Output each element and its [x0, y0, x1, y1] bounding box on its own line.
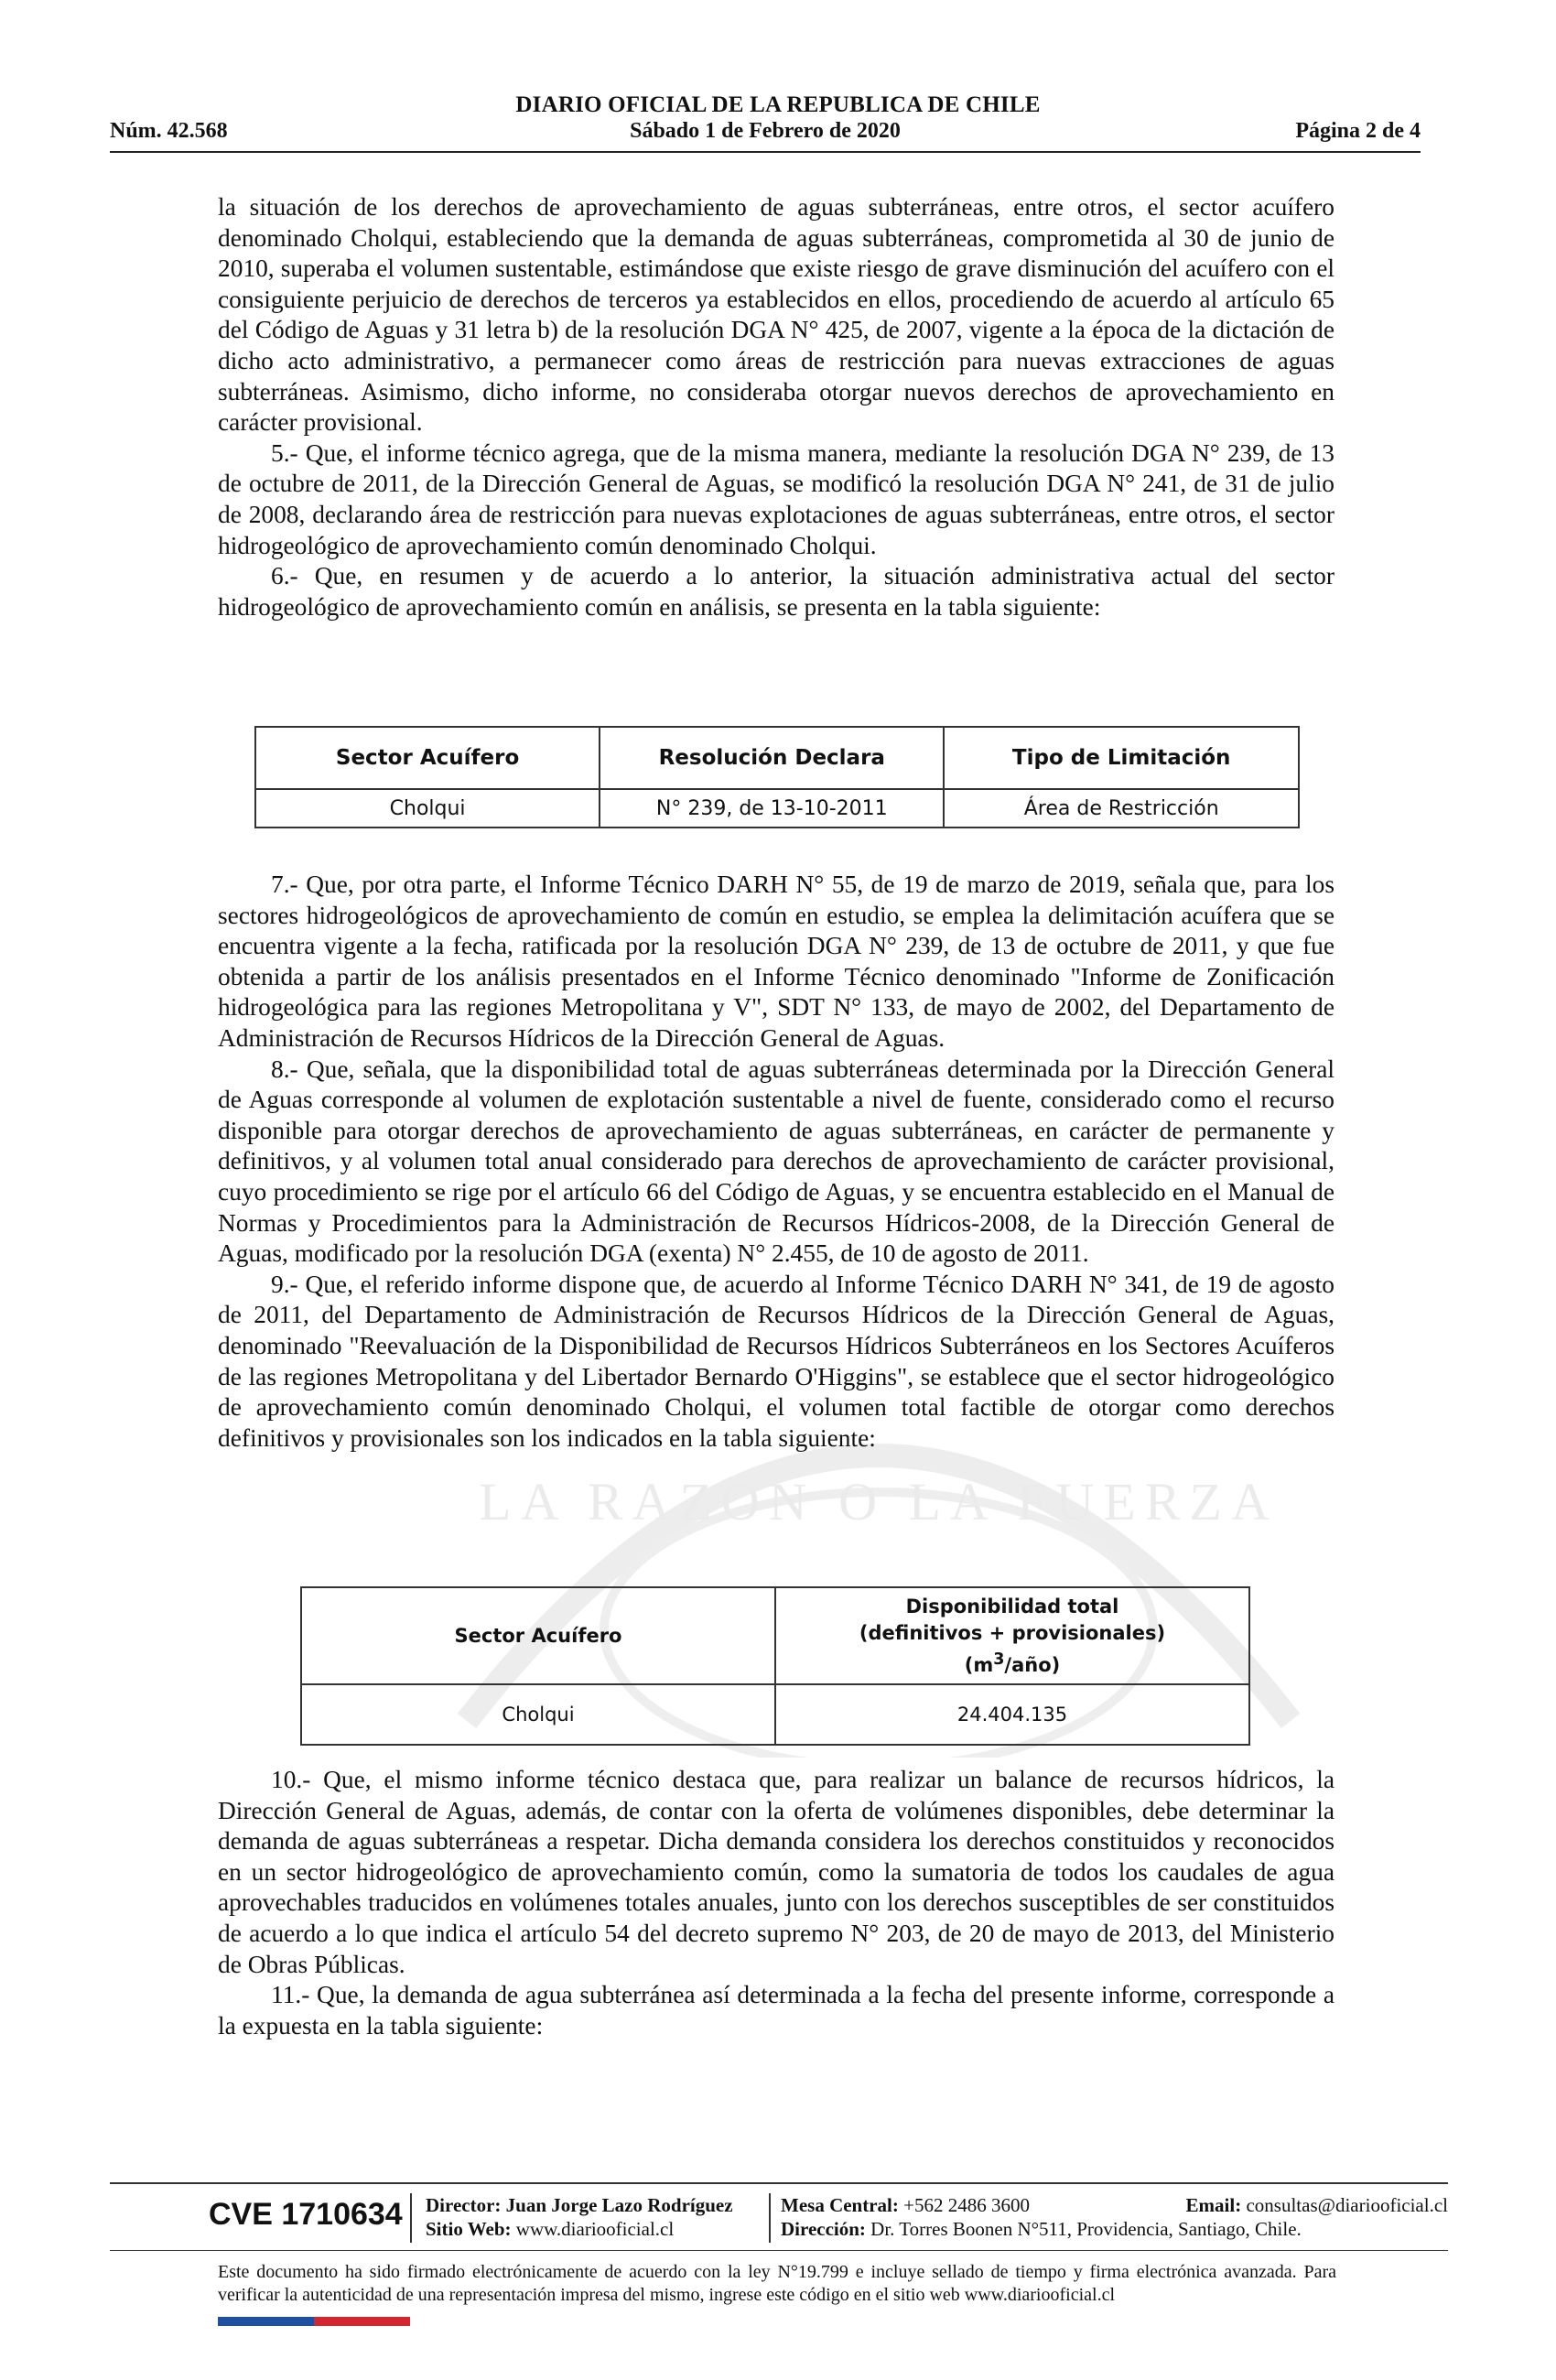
paragraph-8: 8.- Que, señala, que la disponibilidad total de aguas subterráneas determinada por la Dirección General de Aguas corresponde al volumen de explotación sustentable a nivel de fuente, considerado como el recurso disponible para otorgar derechos de aprovechamiento de aguas subterráneas, en carácter de permanente y definitivos, y al volumen total anual considerado para derechos de aprovechamiento de carácter provisional, cuyo procedimiento se rige por el artículo 66 del Código de Aguas, y se encuentra establecido en el Manual de Normas y Procedimientos para la Administración de Recursos Hídricos-2008, de la Dirección General de Aguas, modificado por la resolución DGA (exenta) N° 2.455, de 10 de agosto de 2011. — [218, 1055, 1334, 1268]
phone-number: +562 2486 3600 — [903, 2194, 1030, 2216]
address: Dr. Torres Boonen N°511, Providencia, Santiago, Chile. — [870, 2218, 1302, 2240]
site-label: Sitio Web: — [426, 2218, 512, 2240]
footer-divider — [110, 2182, 1448, 2184]
footer-separator — [410, 2193, 412, 2243]
unit-exponent: 3 — [993, 1650, 1005, 1669]
email-link[interactable]: consultas@diariooficial.cl — [1246, 2194, 1448, 2216]
unit-prefix: (m — [964, 1653, 994, 1676]
flag-red-segment — [314, 2317, 410, 2326]
table-header-cell — [775, 1587, 1249, 1684]
table-row — [255, 789, 1299, 828]
table-header-cell: Sector Acuífero — [255, 727, 600, 789]
cve-code: CVE 1710634 — [209, 2197, 403, 2232]
flag-blue-segment — [218, 2317, 314, 2326]
paragraph-11: 11.- Que, la demanda de agua subterránea así determinada a la fecha del presente informe, corresponde a la expuesta en la tabla siguiente: — [218, 1981, 1334, 2039]
table-header-cell: Resolución Declara — [600, 727, 944, 789]
unit-suffix: /año) — [1004, 1653, 1061, 1676]
watermark-motto: LA RAZON O LA FUERZA — [479, 1472, 1279, 1531]
footer-separator — [769, 2193, 771, 2243]
table-header-cell: Sector Acuífero — [301, 1587, 775, 1684]
issue-number: Núm. 42.568 — [110, 119, 228, 143]
address-label: Dirección: — [781, 2218, 866, 2240]
site-link[interactable]: www.diariooficial.cl — [515, 2218, 675, 2240]
director-name: Juan Jorge Lazo Rodríguez — [505, 2194, 733, 2216]
availability-table — [300, 1586, 1250, 1746]
phone-label: Mesa Central: — [781, 2194, 899, 2216]
restriction-table — [254, 726, 1300, 828]
issue-date: Sábado 1 de Febrero de 2020 — [630, 119, 901, 143]
page-indicator: Página 2 de 4 — [1295, 119, 1421, 143]
table-cell: Cholqui — [301, 1684, 775, 1745]
paragraph-9: 9.- Que, el referido informe dispone que, de acuerdo al Informe Técnico DARH N° 341, de 19 de agosto de 2011, del Departamento de Administración de Recursos Hídricos de la Dirección General de Aguas, denominado "Reevaluación de la Disponibilidad de Recursos Hídricos Subterráneos en los Sectores Acuíferos de las regiones Metropolitana y del Libertador Bernardo O'Higgins", se establece que el sector hidrogeológico de aprovechamiento común denominado Cholqui, el volumen total factible de otorgar como derechos definitivos y provisionales son los indicados en la tabla siguiente: — [218, 1270, 1334, 1452]
paragraph-7: 7.- Que, por otra parte, el Informe Técnico DARH N° 55, de 19 de marzo de 2019, señala que, para los sectores hidrogeológicos de aprovechamiento de común en estudio, se emplea la delimitación acuífera que se encuentra vigente a la fecha, ratificada por la resolución DGA N° 239, de 13 de octubre de 2011, y que fue obtenida a partir de los análisis presentados en el Informe Técnico denominado "Informe de Zonificación hidrogeológica para las regiones Metropolitana y V", SDT N° 133, de mayo de 2002, del Departamento de Administración de Recursos Hídricos de la Dirección General de Aguas. — [218, 871, 1334, 1052]
email-label: Email: — [1185, 2194, 1242, 2216]
header-divider — [110, 151, 1421, 153]
table-header-row — [301, 1587, 1249, 1684]
paragraph-10: 10.- Que, el mismo informe técnico destaca que, para realizar un balance de recursos hídricos, la Dirección General de Aguas, además, de contar con la oferta de volúmenes disponibles, debe determinar la demanda de aguas subterráneas a respetar. Dicha demanda considera los derechos constituidos y reconocidos en un sector hidrogeológico de aprovechamiento común, como la sumatoria de todos los caudales de agua aprovechables traducidos en volúmenes totales anuales, junto con los derechos susceptibles de ser constituidos de acuerdo a lo que indica el artículo 54 del decreto supremo N° 203, de 20 de mayo de 2013, del Ministerio de Obras Públicas. — [218, 1766, 1334, 1978]
paragraph-6: 6.- Que, en resumen y de acuerdo a lo anterior, la situación administrativa actual del sector hidrogeológico de aprovechamiento común en análisis, se presenta en la tabla siguiente: — [218, 562, 1334, 621]
footer-divider — [110, 2250, 1448, 2251]
table-header-row — [255, 727, 1299, 789]
body-block-top — [218, 192, 1334, 622]
footer — [110, 2191, 1448, 2245]
legal-notice: Este documento ha sido firmado electrónicamente de acuerdo con la ley N°19.799 e incluye sellado de tiempo y firma electrónica avanzada. Para verificar la autenticidad de una representación impresa del mismo, ingrese este código en el sitio web www.diariooficial.cl — [218, 2262, 1336, 2305]
paragraph-5: 5.- Que, el informe técnico agrega, que de la misma manera, mediante la resolución DGA N° 239, de 13 de octubre de 2011, de la Dirección General de Aguas, se modificó la resolución DGA N° 241, de 31 de julio de 2008, declarando área de restricción para nuevas explotaciones de aguas subterráneas, entre otros, el sector hidrogeológico de aprovechamiento común denominado Cholqui. — [218, 438, 1334, 559]
table-cell: Área de Restricción — [944, 789, 1299, 828]
table-header-cell: Tipo de Limitación — [944, 727, 1299, 789]
publication-title: DIARIO OFICIAL DE LA REPUBLICA DE CHILE — [515, 92, 1041, 117]
footer-contact-block — [781, 2193, 1448, 2241]
table-row — [301, 1684, 1249, 1745]
flag-stripe — [218, 2317, 410, 2326]
body-block-middle — [218, 870, 1334, 1454]
header-line: (definitivos + provisionales) — [859, 1621, 1166, 1644]
director-label: Director: — [426, 2194, 502, 2216]
paragraph: la situación de los derechos de aprovechamiento de aguas subterráneas, entre otros, el sector acuífero denominado Cholqui, estableciendo que la demanda de aguas subterráneas, comprometida al 30 de junio de 2010, superaba el volumen sustentable, estimándose que existe riesgo de grave disminución del acuífero con el consiguiente perjuicio de derechos de terceros ya establecidos en ellos, procediendo de acuerdo al artículo 65 del Código de Aguas y 31 letra b) de la resolución DGA N° 425, de 2007, vigente a la época de la dictación de dicho acto administrativo, a permanecer como áreas de restricción para nuevas extracciones de aguas subterráneas. Asimismo, dicho informe, no consideraba otorgar nuevos derechos de aprovechamiento en carácter provisional. — [218, 193, 1334, 437]
header-line: Disponibilidad total — [905, 1595, 1119, 1617]
header-row — [110, 119, 1421, 150]
table-cell: Cholqui — [255, 789, 600, 828]
table-cell: N° 239, de 13-10-2011 — [600, 789, 944, 828]
footer-director-block — [426, 2193, 733, 2241]
body-block-bottom — [218, 1765, 1334, 2041]
table-cell: 24.404.135 — [775, 1684, 1249, 1745]
